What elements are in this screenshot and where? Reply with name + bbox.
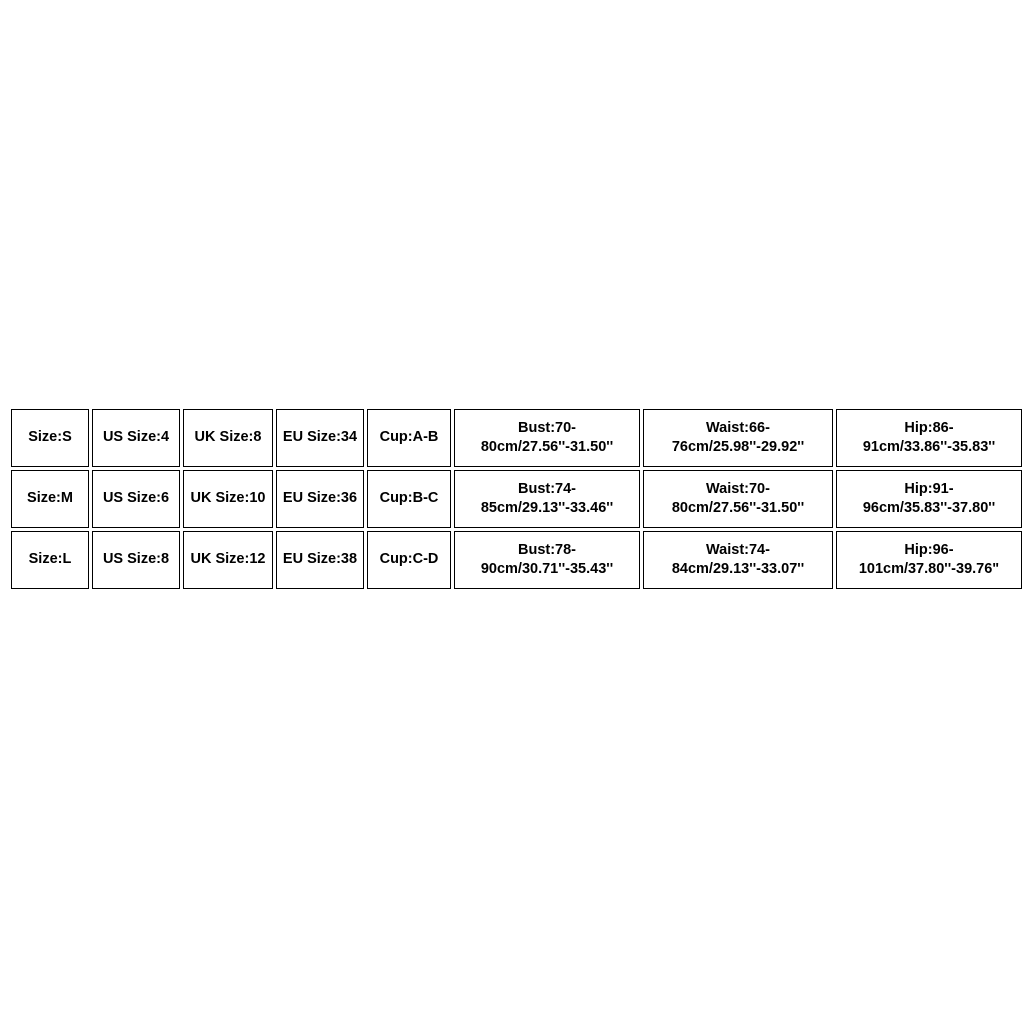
cell-bust: Bust:78-90cm/30.71''-35.43''	[454, 531, 640, 589]
table-row	[11, 470, 1022, 528]
size-chart-container	[8, 406, 1016, 592]
cell-uk-size: UK Size:8	[183, 409, 273, 467]
cell-uk-size: UK Size:10	[183, 470, 273, 528]
cell-cup: Cup:B-C	[367, 470, 451, 528]
cell-cup: Cup:C-D	[367, 531, 451, 589]
cell-bust: Bust:74-85cm/29.13''-33.46''	[454, 470, 640, 528]
cell-eu-size: EU Size:34	[276, 409, 364, 467]
cell-hip: Hip:86-91cm/33.86''-35.83''	[836, 409, 1022, 467]
cell-us-size: US Size:4	[92, 409, 180, 467]
cell-hip: Hip:91-96cm/35.83''-37.80''	[836, 470, 1022, 528]
table-row	[11, 409, 1022, 467]
cell-us-size: US Size:6	[92, 470, 180, 528]
table-row	[11, 531, 1022, 589]
cell-eu-size: EU Size:36	[276, 470, 364, 528]
cell-uk-size: UK Size:12	[183, 531, 273, 589]
cell-us-size: US Size:8	[92, 531, 180, 589]
size-chart-table	[8, 406, 1024, 592]
cell-waist: Waist:66-76cm/25.98''-29.92''	[643, 409, 833, 467]
cell-waist: Waist:74-84cm/29.13''-33.07''	[643, 531, 833, 589]
cell-eu-size: EU Size:38	[276, 531, 364, 589]
cell-cup: Cup:A-B	[367, 409, 451, 467]
cell-size: Size:L	[11, 531, 89, 589]
cell-hip: Hip:96-101cm/37.80''-39.76"	[836, 531, 1022, 589]
cell-bust: Bust:70-80cm/27.56''-31.50''	[454, 409, 640, 467]
cell-size: Size:M	[11, 470, 89, 528]
cell-size: Size:S	[11, 409, 89, 467]
cell-waist: Waist:70-80cm/27.56''-31.50''	[643, 470, 833, 528]
